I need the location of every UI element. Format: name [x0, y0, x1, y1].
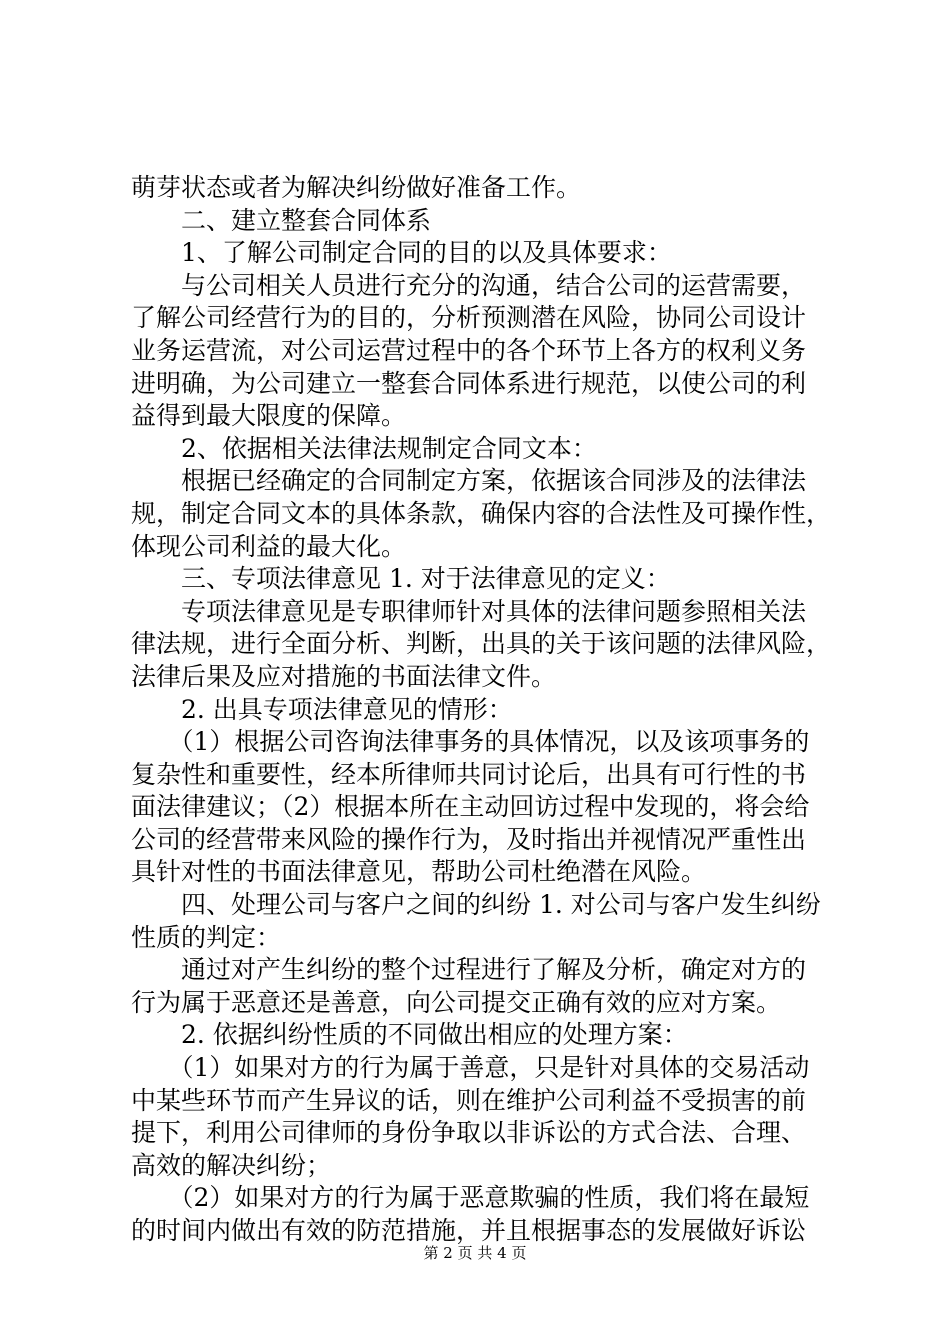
text-line: （2）如果对方的行为属于恶意欺骗的性质，我们将在最短	[131, 1183, 810, 1213]
document-body	[131, 172, 831, 1248]
text-line: 进明确，为公司建立一整套合同体系进行规范，以使公司的利	[131, 368, 807, 398]
subsection-heading: 1、了解公司制定合同的目的以及具体要求：	[131, 238, 672, 268]
text-line: 了解公司经营行为的目的，分析预测潜在风险，协同公司设计	[131, 303, 807, 333]
text-line: 规，制定合同文本的具体条款，确保内容的合法性及可操作性，	[131, 498, 832, 528]
text-line: 业务运营流，对公司运营过程中的各个环节上各方的权利义务	[131, 335, 807, 365]
text-line: 的时间内做出有效的防范措施，并且根据事态的发展做好诉讼	[131, 1216, 807, 1245]
subsection-heading: 2、依据相关法律法规制定合同文本：	[131, 433, 597, 463]
page-number-footer: 第 2 页 共 4 页	[423, 1244, 527, 1262]
text-line: 高效的解决纠纷；	[131, 1150, 332, 1180]
section-heading: 三、专项法律意见 1. 对于法律意见的定义：	[131, 564, 671, 594]
text-line: 法律后果及应对措施的书面法律文件。	[131, 661, 557, 691]
text-line: 行为属于恶意还是善意，向公司提交正确有效的应对方案。	[131, 987, 782, 1017]
text-line: 与公司相关人员进行充分的沟通，结合公司的运营需要，	[131, 270, 807, 300]
text-line: 中某些环节而产生异议的话，则在维护公司利益不受损害的前	[131, 1085, 807, 1115]
section-heading: 二、建立整套合同体系	[131, 205, 432, 235]
section-heading: 四、处理公司与客户之间的纠纷 1. 对公司与客户发生纠纷	[131, 890, 821, 920]
text-line: 萌芽状态或者为解决纠纷做好准备工作。	[131, 173, 582, 202]
text-line: （1）根据公司咨询法律事务的具体情况，以及该项事务的	[131, 727, 810, 757]
text-line: 性质的判定：	[131, 922, 282, 952]
subsection-heading: 2. 出具专项法律意见的情形：	[131, 694, 513, 724]
text-line: 具针对性的书面法律意见，帮助公司杜绝潜在风险。	[131, 857, 707, 887]
text-line: 复杂性和重要性，经本所律师共同讨论后，出具有可行性的书	[131, 759, 807, 789]
text-line: 通过对产生纠纷的整个过程进行了解及分析，确定对方的	[131, 955, 807, 985]
text-line: 根据已经确定的合同制定方案，依据该合同涉及的法律法	[131, 466, 807, 496]
subsection-heading: 2. 依据纠纷性质的不同做出相应的处理方案：	[131, 1020, 688, 1050]
text-line: （1）如果对方的行为属于善意，只是针对具体的交易活动	[131, 1053, 810, 1083]
text-line: 提下，利用公司律师的身份争取以非诉讼的方式合法、合理、	[131, 1118, 807, 1148]
text-line: 专项法律意见是专职律师针对具体的法律问题参照相关法	[131, 596, 807, 626]
text-line: 公司的经营带来风险的操作行为，及时指出并视情况严重性出	[131, 824, 807, 854]
text-line: 益得到最大限度的保障。	[131, 401, 407, 431]
text-line: 面法律建议；（2）根据本所在主动回访过程中发现的，将会给	[131, 792, 810, 822]
text-line: 体现公司利益的最大化。	[131, 531, 407, 561]
text-line: 律法规，进行全面分析、判断，出具的关于该问题的法律风险，	[131, 629, 832, 659]
